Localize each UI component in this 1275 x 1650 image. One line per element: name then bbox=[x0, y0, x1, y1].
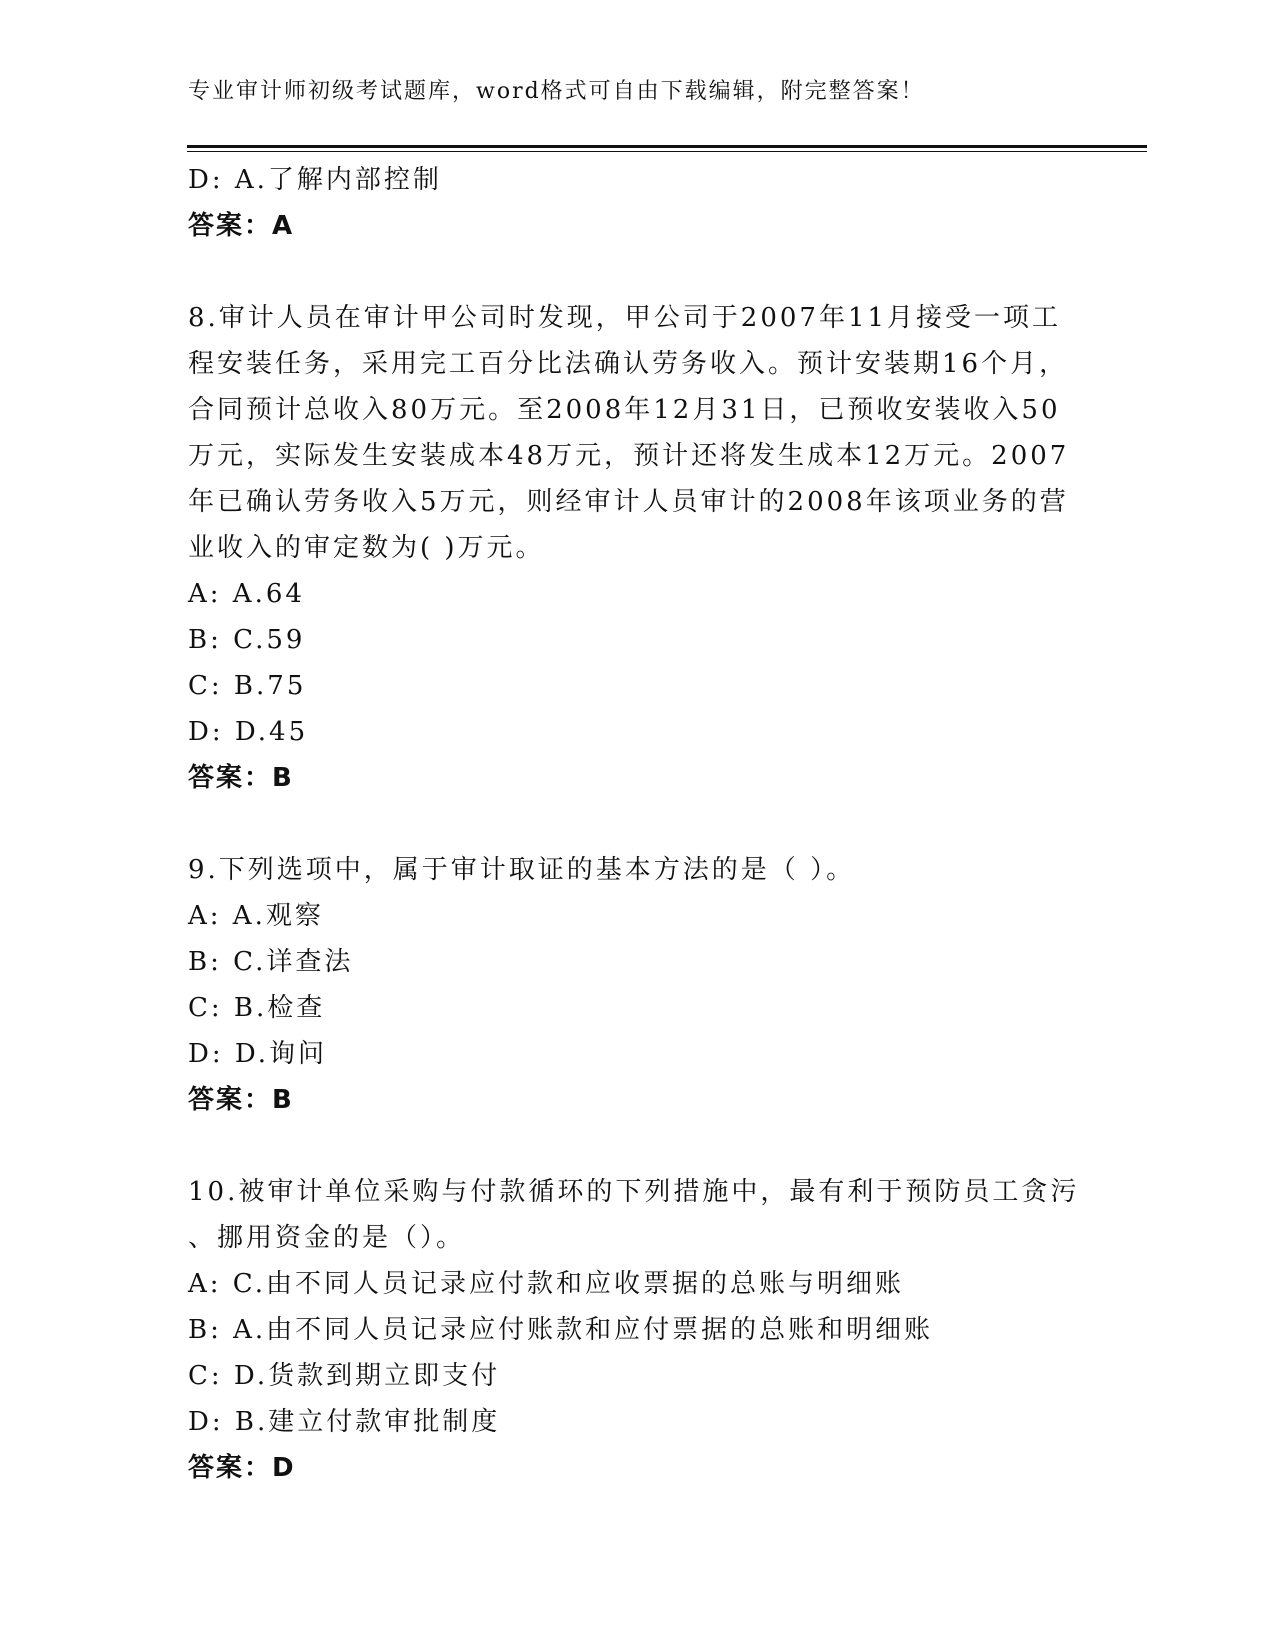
option-d: D: B.建立付款审批制度 bbox=[188, 1407, 501, 1437]
option-c: C: B.检查 bbox=[188, 993, 326, 1023]
question-stem-line: 9.下列选项中，属于审计取证的基本方法的是（ ）。 bbox=[188, 855, 856, 885]
spacer bbox=[188, 801, 1088, 847]
spacer bbox=[188, 249, 1088, 295]
option-d: D: A.了解内部控制 bbox=[188, 165, 442, 195]
question-stem-line: 、挪用资金的是（）。 bbox=[188, 1223, 466, 1253]
option-b: B: C.59 bbox=[188, 625, 306, 655]
option-a: A: A.观察 bbox=[188, 901, 324, 931]
option-c: C: D.货款到期立即支付 bbox=[188, 1361, 501, 1391]
header-rule bbox=[187, 145, 1147, 148]
option-d: D: D.45 bbox=[188, 717, 309, 747]
question-stem-line: 业收入的审定数为( )万元。 bbox=[188, 533, 545, 563]
option-a: A: C.由不同人员记录应付款和应收票据的总账与明细账 bbox=[188, 1269, 905, 1299]
option-b: B: A.由不同人员记录应付账款和应付票据的总账和明细账 bbox=[188, 1315, 934, 1345]
option-d: D: D.询问 bbox=[188, 1039, 328, 1069]
page-header: 专业审计师初级考试题库，word格式可自由下载编辑，附完整答案！ bbox=[188, 79, 925, 104]
answer-line: 答案：A bbox=[188, 211, 295, 241]
question-stem-line: 合同预计总收入80万元。至2008年12月31日，已预收安装收入50 bbox=[188, 395, 1061, 425]
option-b: B: C.详查法 bbox=[188, 947, 354, 977]
option-a: A: A.64 bbox=[188, 579, 305, 609]
option-c: C: B.75 bbox=[188, 671, 307, 701]
question-stem-line: 年已确认劳务收入5万元，则经审计人员审计的2008年该项业务的营 bbox=[188, 487, 1069, 517]
question-block-10 bbox=[188, 1169, 1088, 1491]
question-stem-line: 8.审计人员在审计甲公司时发现，甲公司于2007年11月接受一项工 bbox=[188, 303, 1062, 333]
content-body bbox=[188, 157, 1088, 1491]
spacer bbox=[188, 1123, 1088, 1169]
question-stem-line: 程安装任务，采用完工百分比法确认劳务收入。预计安装期16个月， bbox=[188, 349, 1069, 379]
question-block-8 bbox=[188, 295, 1088, 801]
answer-line: 答案：B bbox=[188, 763, 294, 793]
question-stem-line: 10.被审计单位采购与付款循环的下列措施中，最有利于预防员工贪污 bbox=[188, 1177, 1080, 1207]
question-stem-line: 万元，实际发生安装成本48万元，预计还将发生成本12万元。2007 bbox=[188, 441, 1070, 471]
answer-line: 答案：D bbox=[188, 1453, 296, 1483]
header-rule-secondary bbox=[187, 151, 1147, 152]
question-block-9 bbox=[188, 847, 1088, 1123]
answer-line: 答案：B bbox=[188, 1085, 294, 1115]
